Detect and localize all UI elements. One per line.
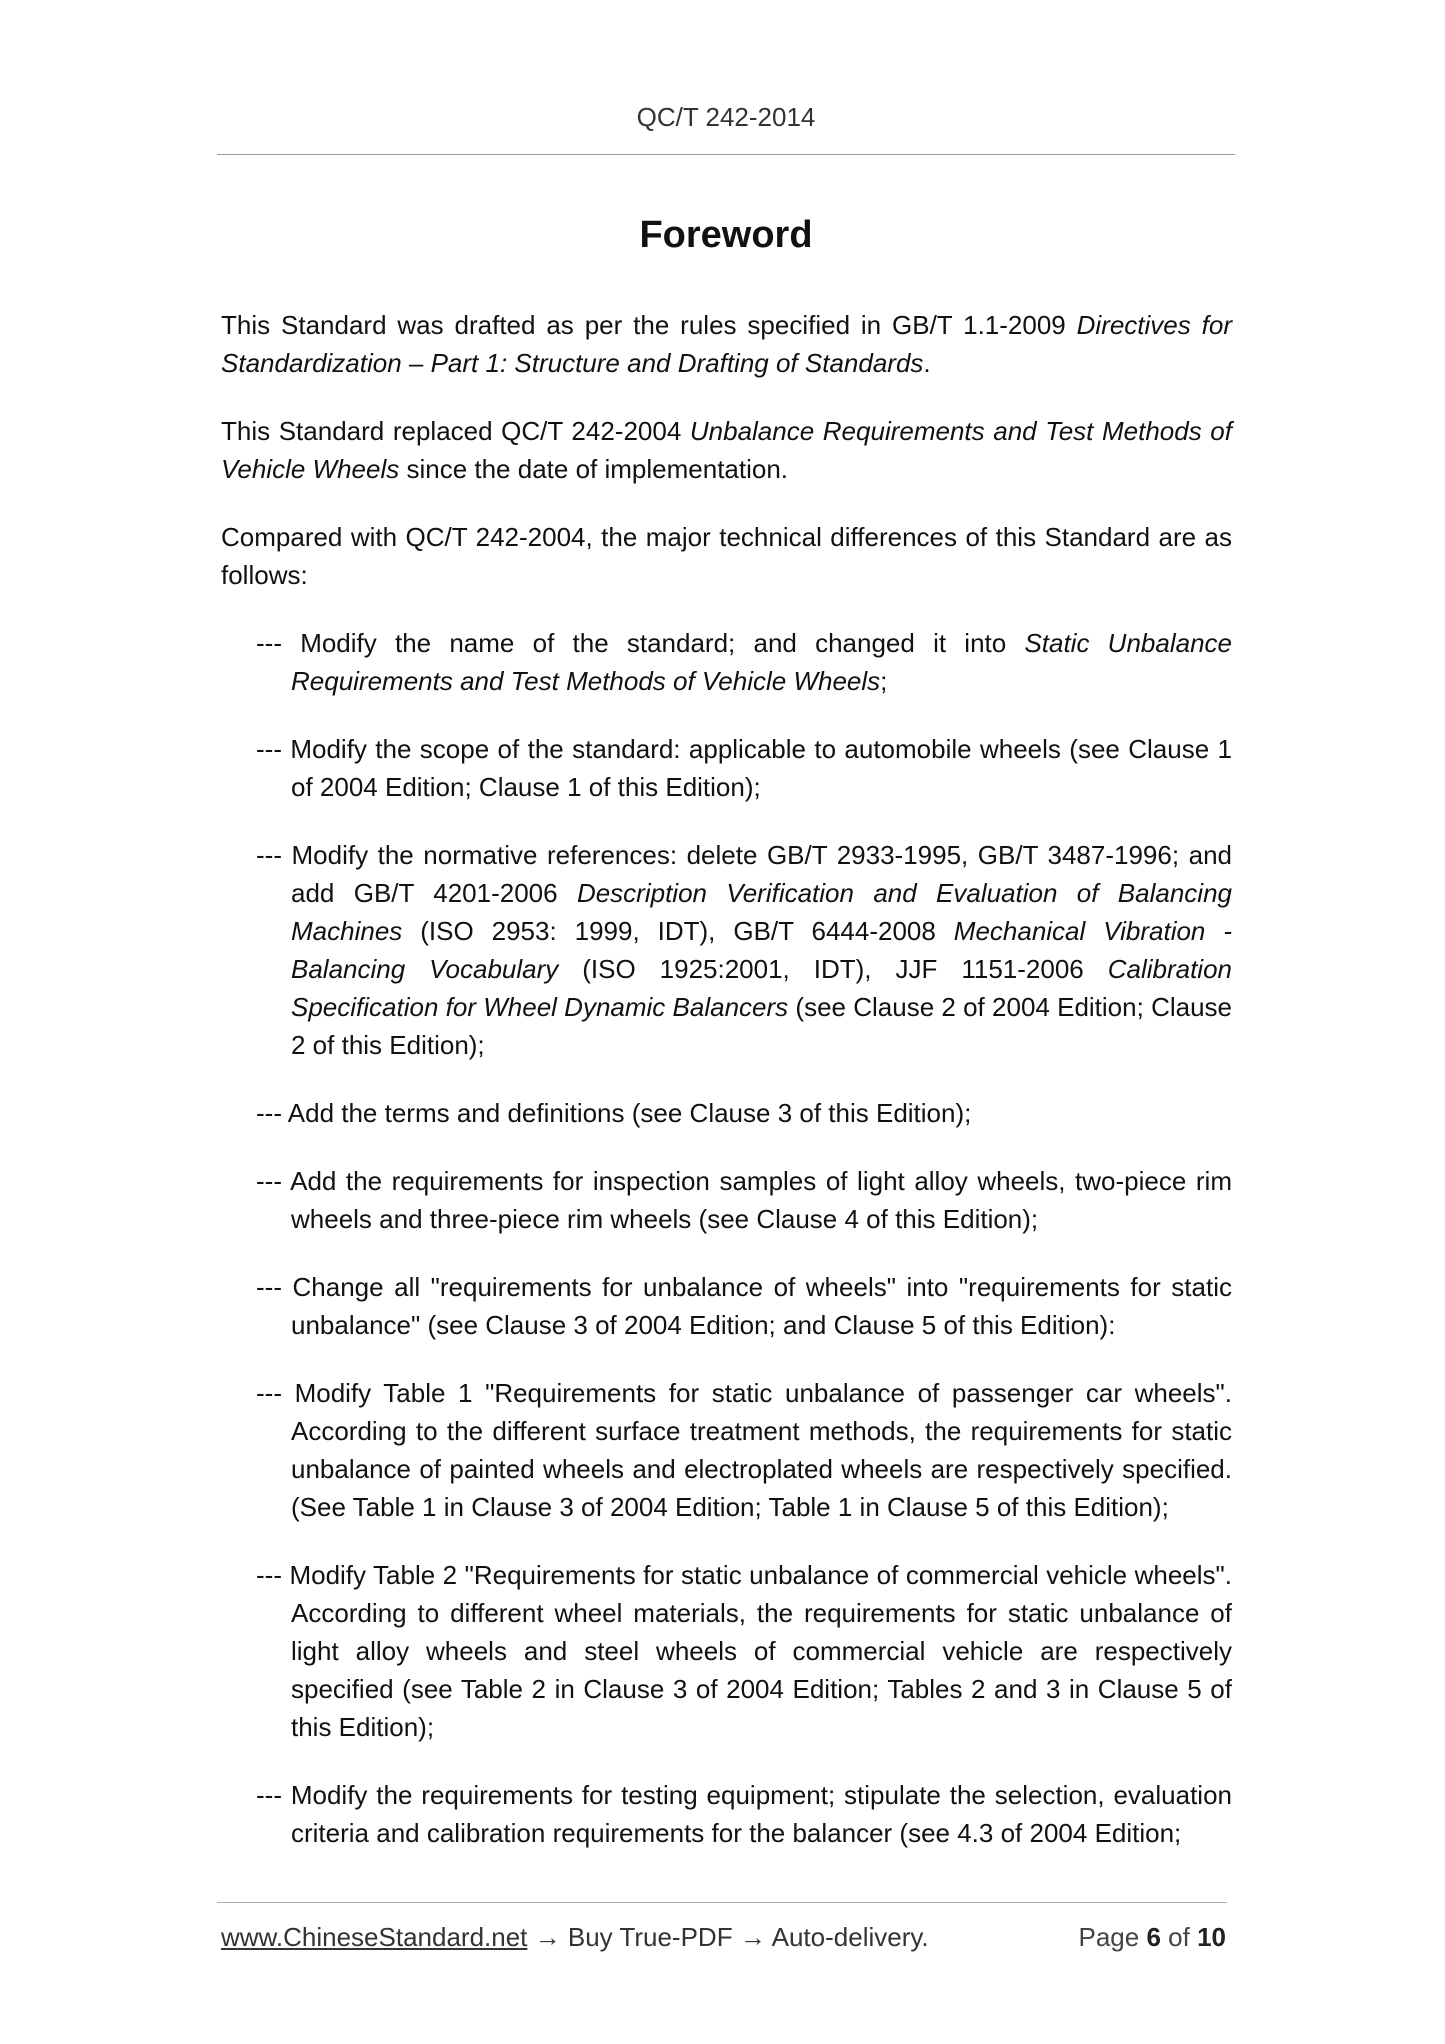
text-run: --- Modify the requirements for testing equipment; stipulate the selection, evaluation criteria and calibration requirements for the balancer (see 4.3 of 2004 Edition; <box>256 1780 1232 1848</box>
list-item-normative-references <box>256 836 1232 1064</box>
text-run: . <box>923 348 931 378</box>
text-run: --- Modify the scope of the standard: applicable to automobile wheels (see Clause 1 of 2004 Edition; Clause 1 of this Edition); <box>256 734 1232 802</box>
page-title: Foreword <box>639 214 813 256</box>
header-divider <box>217 154 1235 155</box>
text-run: --- Modify the normative references: delete GB/T 2933-1995, GB/T 3487-1996; and add GB/T 4201-2006 <box>256 840 1232 908</box>
italic-title-run: Mechanical Vibration - Balancing Vocabulary <box>291 916 1232 984</box>
paragraph-replaced-standard <box>221 412 1232 488</box>
text-run: This Standard replaced QC/T 242-2004 <box>221 416 690 446</box>
italic-title-run: Description Verification and Evaluation of Balancing Machines <box>291 878 1232 946</box>
list-item-testing-equipment <box>256 1776 1232 1852</box>
list-item-table-1 <box>256 1374 1232 1526</box>
text-run: --- Modify Table 2 "Requirements for static unbalance of commercial vehicle wheels". According to different wheel materials, the requirements for static unbalance of light alloy wheels and steel wheels of commercial vehicle are respectively specified (see Table 2 in Clause 3 of 2004 Edition; Tables 2 and 3 in Clause 5 of this Edition); <box>256 1560 1232 1742</box>
text-run: (see Clause 2 of 2004 Edition; Clause 2 of this Edition); <box>291 992 1232 1060</box>
website-link[interactable]: www.ChineseStandard.net <box>221 1922 528 1952</box>
text-run: This Standard was drafted as per the rules specified in GB/T 1.1-2009 <box>221 310 1077 340</box>
text-run: Compared with QC/T 242-2004, the major technical differences of this Standard are as follows: <box>221 522 1232 590</box>
page-current: 6 <box>1146 1922 1161 1952</box>
page-of-label: of <box>1168 1922 1190 1952</box>
page-indicator <box>1000 1922 1226 1953</box>
italic-title-run: Static Unbalance Requirements and Test Methods of Vehicle Wheels <box>291 628 1232 696</box>
arrow-right-icon: → <box>534 1922 561 1952</box>
text-run: --- Modify Table 1 "Requirements for static unbalance of passenger car wheels". According to the different surface treatment methods, the requirements for static unbalance of painted wheels and electroplated wheels are respectively specified. (See Table 1 in Clause 3 of 2004 Edition; Table 1 in Clause 5 of this Edition); <box>256 1378 1232 1522</box>
paragraph-differences-intro <box>221 518 1232 594</box>
footer-divider <box>217 1902 1227 1903</box>
document-header-id: QC/T 242-2014 <box>636 102 816 132</box>
text-run: (ISO 2953: 1999, IDT), GB/T 6444-2008 <box>402 916 954 946</box>
list-item-static-unbalance <box>256 1268 1232 1344</box>
arrow-right-icon: → <box>739 1922 766 1952</box>
text-run: --- Add the requirements for inspection samples of light alloy wheels, two-piece rim wheels and three-piece rim wheels (see Clause 4 of this Edition); <box>256 1166 1232 1234</box>
page-total: 10 <box>1197 1922 1226 1952</box>
list-item-scope <box>256 730 1232 806</box>
text-run: --- Change all "requirements for unbalance of wheels" into "requirements for static unbalance" (see Clause 3 of 2004 Edition; and Clause 5 of this Edition): <box>256 1272 1232 1340</box>
list-item-terms-definitions <box>256 1094 1232 1132</box>
text-run: since the date of implementation. <box>399 454 789 484</box>
list-item-name-change <box>256 624 1232 700</box>
paragraph-drafting-rules <box>221 306 1232 382</box>
italic-title-run: Calibration Specification for Wheel Dynamic Balancers <box>291 954 1232 1022</box>
text-run: --- Modify the name of the standard; and changed it into <box>256 628 1025 658</box>
italic-title-run: Directives for Standardization – Part 1: Structure and Drafting of Standards <box>221 310 1232 378</box>
page-label: Page <box>1078 1922 1140 1952</box>
footer-promo <box>221 1922 929 1953</box>
italic-title-run: Unbalance Requirements and Test Methods of Vehicle Wheels <box>221 416 1232 484</box>
text-run: (ISO 1925:2001, IDT), JJF 1151-2006 <box>558 954 1108 984</box>
text-run: ; <box>880 666 888 696</box>
list-item-table-2 <box>256 1556 1232 1746</box>
buy-true-pdf-text: Buy True-PDF <box>567 1922 733 1952</box>
auto-delivery-text: Auto-delivery. <box>771 1922 929 1952</box>
text-run: --- Add the terms and definitions (see Clause 3 of this Edition); <box>256 1098 972 1128</box>
list-item-inspection-samples <box>256 1162 1232 1238</box>
document-body <box>221 306 1232 1852</box>
